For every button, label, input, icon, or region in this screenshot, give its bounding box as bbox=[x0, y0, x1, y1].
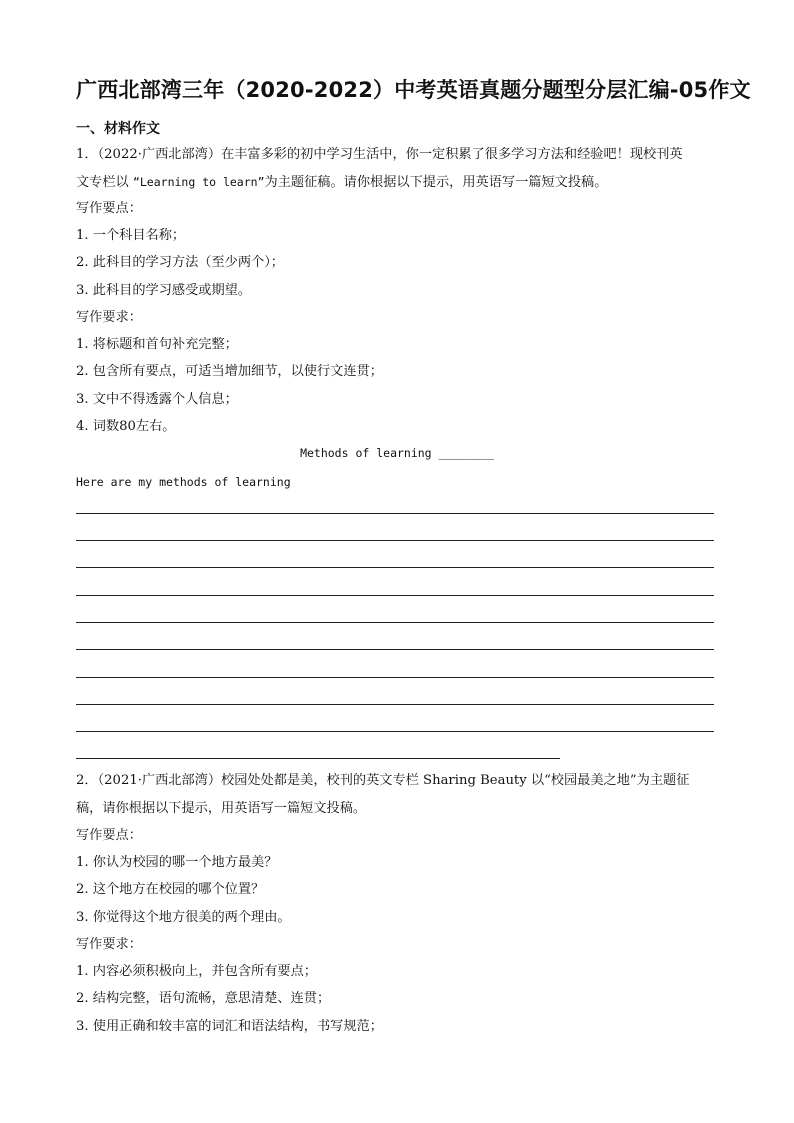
q1-req-heading: 写作要求： bbox=[76, 310, 142, 325]
q2-requirement: 1. 内容必须积极向上，并包含所有要点； bbox=[76, 964, 317, 979]
writing-line bbox=[76, 649, 714, 650]
writing-line bbox=[76, 567, 714, 568]
q1-point: 3. 此科目的学习感受或期望。 bbox=[76, 283, 252, 298]
writing-line bbox=[76, 704, 714, 705]
q2-point: 3. 你觉得这个地方很美的两个理由。 bbox=[76, 910, 291, 925]
q2-requirement: 2. 结构完整，语句流畅，意思清楚、连贯； bbox=[76, 991, 331, 1006]
q2-points-heading: 写作要点： bbox=[76, 828, 142, 843]
writing-line bbox=[76, 540, 714, 541]
writing-line bbox=[76, 595, 714, 596]
q1-point: 1. 一个科目名称； bbox=[76, 228, 186, 243]
q1-points-heading: 写作要点： bbox=[76, 201, 142, 216]
writing-line bbox=[76, 622, 714, 623]
q2-point: 1. 你认为校园的哪一个地方最美？ bbox=[76, 855, 278, 870]
essay-title: Methods of learning ________ bbox=[300, 446, 494, 460]
q1-intro-line2 bbox=[76, 173, 607, 192]
q2-req-heading: 写作要求： bbox=[76, 937, 142, 952]
q1-theme-quote: “Learning to learn” bbox=[132, 175, 265, 189]
q1-requirement: 2. 包含所有要点，可适当增加细节，以使行文连贯； bbox=[76, 364, 383, 379]
writing-line bbox=[76, 731, 714, 732]
document-title: 广西北部湾三年（2020-2022）中考英语真题分题型分层汇编-05作文 bbox=[76, 78, 751, 102]
q2-point: 2. 这个地方在校园的哪个位置？ bbox=[76, 882, 265, 897]
q2-intro-line2: 稿，请你根据以下提示，用英语写一篇短文投稿。 bbox=[76, 801, 367, 816]
essay-first-sentence: Here are my methods of learning bbox=[76, 475, 291, 489]
writing-line bbox=[76, 513, 714, 514]
q1-requirement: 1. 将标题和首句补充完整； bbox=[76, 337, 238, 352]
q1-point: 2. 此科目的学习方法（至少两个）； bbox=[76, 255, 284, 270]
writing-line-short bbox=[76, 758, 560, 759]
q2-intro-line1: 2．（2021·广西北部湾）校园处处都是美，校刊的英文专栏 Sharing Beauty 以“校园最美之地”为主题征 bbox=[76, 773, 690, 788]
q1-requirement: 4. 词数80左右。 bbox=[76, 419, 176, 434]
q1-intro-line2-a: 文专栏以 bbox=[76, 175, 133, 190]
q1-intro-line2-b: 为主题征稿。请你根据以下提示，用英语写一篇短文投稿。 bbox=[264, 175, 608, 190]
q1-requirement: 3. 文中不得透露个人信息； bbox=[76, 392, 238, 407]
q2-requirement: 3. 使用正确和较丰富的词汇和语法结构，书写规范； bbox=[76, 1019, 383, 1034]
section-heading: 一、材料作文 bbox=[76, 121, 160, 137]
q1-intro-line1: 1．（2022·广西北部湾）在丰富多彩的初中学习生活中，你一定积累了很多学习方法和经验吧！现校刊英 bbox=[76, 147, 683, 162]
writing-line bbox=[76, 677, 714, 678]
